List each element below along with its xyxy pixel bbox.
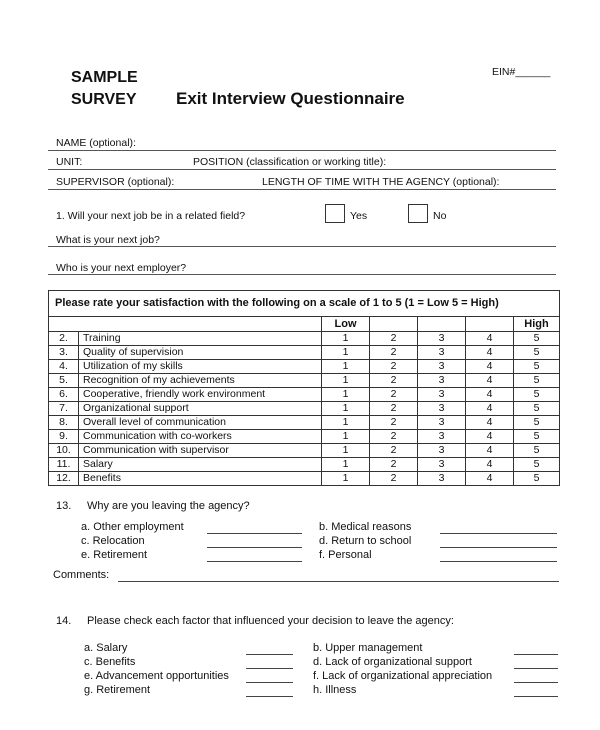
rating-option-5[interactable]: 5 xyxy=(514,430,560,444)
rating-option-3[interactable]: 3 xyxy=(418,402,466,416)
q14-blank-h[interactable] xyxy=(514,696,558,697)
rating-row xyxy=(49,346,560,360)
rating-option-5[interactable]: 5 xyxy=(514,346,560,360)
rating-option-1[interactable]: 1 xyxy=(322,360,370,374)
q14-option-a: a. Salary xyxy=(84,642,128,654)
rating-option-1[interactable]: 1 xyxy=(322,444,370,458)
q13-option-c: c. Relocation xyxy=(81,535,145,547)
unit-label: UNIT: xyxy=(56,156,83,168)
q13-blank-d[interactable] xyxy=(440,547,557,548)
rating-row-label: Benefits xyxy=(79,472,322,486)
rating-option-3[interactable]: 3 xyxy=(418,430,466,444)
q14-blank-d[interactable] xyxy=(514,668,558,669)
q14-blank-c[interactable] xyxy=(246,668,293,669)
q14-option-d: d. Lack of organizational support xyxy=(313,656,472,668)
q13-question: Why are you leaving the agency? xyxy=(87,500,250,512)
q1-label: 1. Will your next job be in a related field? xyxy=(56,210,246,222)
q13-number: 13. xyxy=(56,500,72,512)
low-label: Low xyxy=(322,317,370,332)
sample-label-line1: SAMPLE xyxy=(71,69,138,86)
rating-option-1[interactable]: 1 xyxy=(322,458,370,472)
rating-option-1[interactable]: 1 xyxy=(322,416,370,430)
rating-option-3[interactable]: 3 xyxy=(418,346,466,360)
rating-row xyxy=(49,332,560,346)
rating-option-2[interactable]: 2 xyxy=(370,458,418,472)
rating-option-2[interactable]: 2 xyxy=(370,332,418,346)
q14-option-f: f. Lack of organizational appreciation xyxy=(313,670,493,682)
rating-row-number: 11. xyxy=(49,458,79,472)
supervisor-line[interactable] xyxy=(48,189,556,190)
q14-option-e: e. Advancement opportunities xyxy=(84,670,229,682)
rating-option-4[interactable]: 4 xyxy=(466,472,514,486)
rating-option-5[interactable]: 5 xyxy=(514,388,560,402)
rating-option-2[interactable]: 2 xyxy=(370,472,418,486)
rating-option-3[interactable]: 3 xyxy=(418,458,466,472)
rating-option-4[interactable]: 4 xyxy=(466,402,514,416)
rating-option-2[interactable]: 2 xyxy=(370,402,418,416)
rating-row-label: Overall level of communication xyxy=(79,416,322,430)
rating-option-5[interactable]: 5 xyxy=(514,444,560,458)
rating-row-label: Training xyxy=(79,332,322,346)
no-label: No xyxy=(433,210,447,222)
rating-option-4[interactable]: 4 xyxy=(466,444,514,458)
rating-option-3[interactable]: 3 xyxy=(418,472,466,486)
next-employer-label: Who is your next employer? xyxy=(56,262,187,274)
q14-blank-a[interactable] xyxy=(246,654,293,655)
rating-option-2[interactable]: 2 xyxy=(370,360,418,374)
rating-option-5[interactable]: 5 xyxy=(514,458,560,472)
rating-row-number: 6. xyxy=(49,388,79,402)
rating-row-number: 4. xyxy=(49,360,79,374)
rating-row-label: Recognition of my achievements xyxy=(79,374,322,388)
rating-option-2[interactable]: 2 xyxy=(370,374,418,388)
rating-row-number: 10. xyxy=(49,444,79,458)
q13-blank-e[interactable] xyxy=(207,561,302,562)
rating-option-5[interactable]: 5 xyxy=(514,332,560,346)
rating-row xyxy=(49,444,560,458)
rating-option-4[interactable]: 4 xyxy=(466,430,514,444)
rating-row-label: Organizational support xyxy=(79,402,322,416)
comments-label: Comments: xyxy=(53,569,110,581)
rating-option-5[interactable]: 5 xyxy=(514,416,560,430)
rating-option-1[interactable]: 1 xyxy=(322,430,370,444)
rating-option-3[interactable]: 3 xyxy=(418,416,466,430)
length-label: LENGTH OF TIME WITH THE AGENCY (optional): xyxy=(262,176,500,188)
rating-option-2[interactable]: 2 xyxy=(370,388,418,402)
rating-row-number: 8. xyxy=(49,416,79,430)
rating-row xyxy=(49,472,560,486)
q13-blank-c[interactable] xyxy=(207,547,302,548)
rating-row-number: 3. xyxy=(49,346,79,360)
rating-option-2[interactable]: 2 xyxy=(370,430,418,444)
name-line[interactable] xyxy=(48,150,556,151)
rating-row-label: Utilization of my skills xyxy=(79,360,322,374)
rating-row-label: Salary xyxy=(79,458,322,472)
rating-row-number: 9. xyxy=(49,430,79,444)
rating-option-3[interactable]: 3 xyxy=(418,444,466,458)
q14-option-h: h. Illness xyxy=(313,684,357,696)
high-label: High xyxy=(514,317,560,332)
q14-blank-b[interactable] xyxy=(514,654,558,655)
rating-option-1[interactable]: 1 xyxy=(322,374,370,388)
yes-checkbox[interactable] xyxy=(325,204,345,223)
rating-option-2[interactable]: 2 xyxy=(370,416,418,430)
rating-option-5[interactable]: 5 xyxy=(514,360,560,374)
page-title: Exit Interview Questionnaire xyxy=(176,89,405,108)
rating-row xyxy=(49,374,560,388)
rating-row xyxy=(49,402,560,416)
rating-option-4[interactable]: 4 xyxy=(466,360,514,374)
rating-heading: Please rate your satisfaction with the following on a scale of 1 to 5 (1 = Low 5 = High) xyxy=(49,291,560,317)
rating-option-3[interactable]: 3 xyxy=(418,374,466,388)
sample-label-line2: SURVEY xyxy=(71,91,137,108)
rating-option-4[interactable]: 4 xyxy=(466,374,514,388)
q14-blank-f[interactable] xyxy=(514,682,558,683)
next-job-line[interactable] xyxy=(48,246,556,247)
q13-blank-f[interactable] xyxy=(440,561,557,562)
unit-line[interactable] xyxy=(48,169,556,170)
q14-blank-e[interactable] xyxy=(246,682,293,683)
rating-row-number: 5. xyxy=(49,374,79,388)
rating-option-3[interactable]: 3 xyxy=(418,388,466,402)
q14-option-g: g. Retirement xyxy=(84,684,151,696)
position-label: POSITION (classification or working title): xyxy=(193,156,387,168)
ein-field[interactable]: EIN#______ xyxy=(492,66,551,78)
rating-row-number: 7. xyxy=(49,402,79,416)
rating-option-1[interactable]: 1 xyxy=(322,402,370,416)
rating-row xyxy=(49,458,560,472)
rating-row-label: Communication with co-workers xyxy=(79,430,322,444)
rating-table xyxy=(48,290,560,486)
q13-option-b: b. Medical reasons xyxy=(319,521,412,533)
rating-option-3[interactable]: 3 xyxy=(418,332,466,346)
rating-option-5[interactable]: 5 xyxy=(514,472,560,486)
q14-option-b: b. Upper management xyxy=(313,642,423,654)
q14-number: 14. xyxy=(56,615,72,627)
rating-option-1[interactable]: 1 xyxy=(322,388,370,402)
rating-option-4[interactable]: 4 xyxy=(466,332,514,346)
rating-option-1[interactable]: 1 xyxy=(322,472,370,486)
next-employer-line[interactable] xyxy=(48,274,556,275)
supervisor-label: SUPERVISOR (optional): xyxy=(56,176,175,188)
rating-row xyxy=(49,360,560,374)
rating-row xyxy=(49,388,560,402)
rating-option-5[interactable]: 5 xyxy=(514,402,560,416)
q13-option-a: a. Other employment xyxy=(81,521,184,533)
comments-line[interactable] xyxy=(118,581,559,582)
rating-option-4[interactable]: 4 xyxy=(466,346,514,360)
rating-option-3[interactable]: 3 xyxy=(418,360,466,374)
q14-option-c: c. Benefits xyxy=(84,656,136,668)
q13-option-d: d. Return to school xyxy=(319,535,412,547)
rating-option-4[interactable]: 4 xyxy=(466,388,514,402)
rating-option-4[interactable]: 4 xyxy=(466,458,514,472)
rating-row-label: Quality of supervision xyxy=(79,346,322,360)
next-job-label: What is your next job? xyxy=(56,234,160,246)
rating-option-1[interactable]: 1 xyxy=(322,346,370,360)
yes-label: Yes xyxy=(350,210,368,222)
q13-blank-a[interactable] xyxy=(207,533,302,534)
rating-option-2[interactable]: 2 xyxy=(370,444,418,458)
q14-question: Please check each factor that influenced your decision to leave the agency: xyxy=(87,615,454,627)
rating-option-2[interactable]: 2 xyxy=(370,346,418,360)
rating-row xyxy=(49,416,560,430)
rating-row-label: Communication with supervisor xyxy=(79,444,322,458)
no-checkbox[interactable] xyxy=(408,204,428,223)
q14-blank-g[interactable] xyxy=(246,696,293,697)
q13-option-f: f. Personal xyxy=(319,549,372,561)
rating-row xyxy=(49,430,560,444)
rating-option-4[interactable]: 4 xyxy=(466,416,514,430)
rating-row-number: 12. xyxy=(49,472,79,486)
rating-option-1[interactable]: 1 xyxy=(322,332,370,346)
rating-row-number: 2. xyxy=(49,332,79,346)
q13-option-e: e. Retirement xyxy=(81,549,148,561)
rating-option-5[interactable]: 5 xyxy=(514,374,560,388)
name-label: NAME (optional): xyxy=(56,137,136,149)
q13-blank-b[interactable] xyxy=(440,533,557,534)
rating-row-label: Cooperative, friendly work environment xyxy=(79,388,322,402)
